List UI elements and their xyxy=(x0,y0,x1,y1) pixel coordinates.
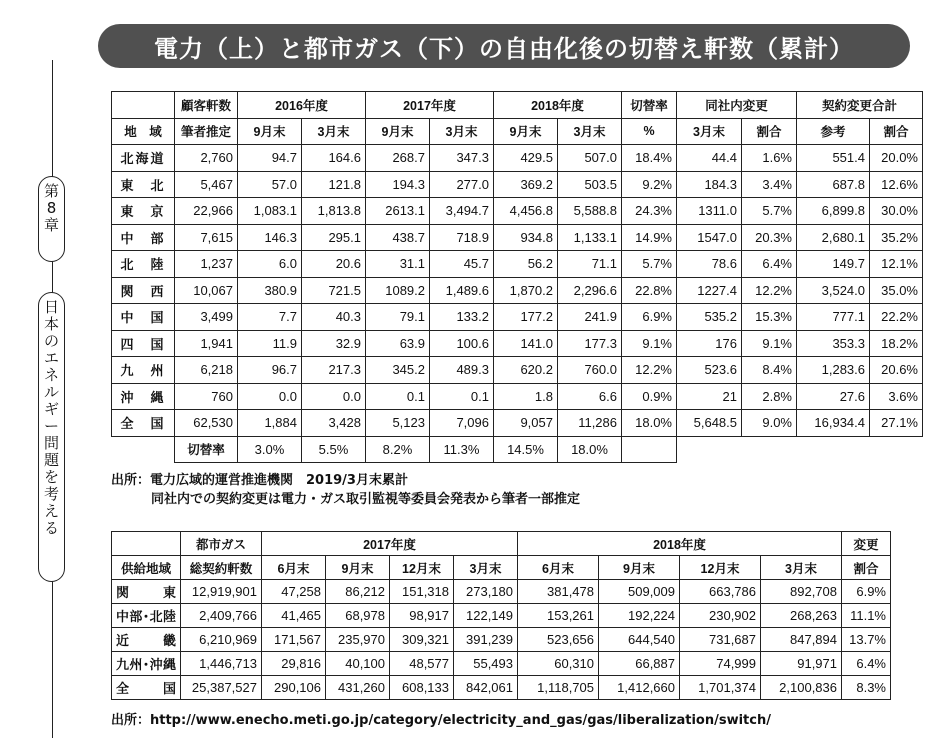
region-cell: 沖 縄 xyxy=(112,383,175,410)
header-2016: 2016年度 xyxy=(238,92,366,119)
switch-count-cell: 0.1 xyxy=(430,383,494,410)
header-pct: % xyxy=(622,118,677,145)
switch-count-cell: 507.0 xyxy=(558,145,622,172)
gas-row xyxy=(112,652,891,676)
region-cell: 北海道 xyxy=(112,145,175,172)
gas-switch-cell: 608,133 xyxy=(390,676,454,700)
gas-switch-cell: 86,212 xyxy=(326,580,390,604)
total-ref-cell: 2,680.1 xyxy=(797,224,870,251)
switch-count-cell: 6.0 xyxy=(238,251,302,278)
in-company-ratio-cell: 5.7% xyxy=(742,198,797,225)
total-ratio-cell: 27.1% xyxy=(870,410,923,437)
switch-count-cell: 345.2 xyxy=(366,357,430,384)
switch-count-cell: 268.7 xyxy=(366,145,430,172)
in-company-ratio-cell: 9.1% xyxy=(742,330,797,357)
switch-count-cell: 32.9 xyxy=(302,330,366,357)
total-ref-cell: 551.4 xyxy=(797,145,870,172)
switch-count-cell: 7,096 xyxy=(430,410,494,437)
gas-switch-cell: 55,493 xyxy=(454,652,518,676)
electricity-row xyxy=(112,357,923,384)
gas-row xyxy=(112,580,891,604)
gas-row xyxy=(112,676,891,700)
switch-count-cell: 177.2 xyxy=(494,304,558,331)
switch-count-cell: 164.6 xyxy=(302,145,366,172)
switch-rate-cell: 24.3% xyxy=(622,198,677,225)
switch-count-cell: 177.3 xyxy=(558,330,622,357)
switch-rate-cell: 0.9% xyxy=(622,383,677,410)
gas-region-cell: 中部･北陸 xyxy=(112,604,181,628)
gas-ratio-cell: 13.7% xyxy=(842,628,891,652)
header-customers: 顧客軒数 xyxy=(175,92,238,119)
chapter-char: 8 xyxy=(46,199,57,217)
chapter-tab xyxy=(38,176,65,262)
switch-count-cell: 121.8 xyxy=(302,171,366,198)
gas-header-2017-dec: 12月末 xyxy=(390,556,454,580)
electricity-table xyxy=(111,91,923,463)
switch-count-cell: 241.9 xyxy=(558,304,622,331)
region-cell: 東 北 xyxy=(112,171,175,198)
gas-switch-cell: 509,009 xyxy=(599,580,680,604)
header-total-ratio: 割合 xyxy=(870,118,923,145)
electricity-row xyxy=(112,383,923,410)
switch-count-cell: 40.3 xyxy=(302,304,366,331)
gas-header-row-1 xyxy=(112,532,891,556)
switch-row-empty xyxy=(622,436,677,463)
header-2016-mar: 3月末 xyxy=(302,118,366,145)
gas-total-cell: 25,387,527 xyxy=(181,676,262,700)
switch-rate-cell: 3.0% xyxy=(238,436,302,463)
series-char: え xyxy=(43,502,59,520)
gas-total-cell: 2,409,766 xyxy=(181,604,262,628)
header-empty xyxy=(112,92,175,119)
header-region: 地 域 xyxy=(112,118,175,145)
switch-count-cell: 79.1 xyxy=(366,304,430,331)
gas-switch-cell: 60,310 xyxy=(518,652,599,676)
region-cell: 九 州 xyxy=(112,357,175,384)
switch-rate-row xyxy=(112,436,923,463)
switch-count-cell: 9,057 xyxy=(494,410,558,437)
customers-cell: 1,237 xyxy=(175,251,238,278)
total-ratio-cell: 20.6% xyxy=(870,357,923,384)
customers-cell: 6,218 xyxy=(175,357,238,384)
gas-switch-cell: 91,971 xyxy=(761,652,842,676)
header-2017-mar: 3月末 xyxy=(430,118,494,145)
switch-count-cell: 146.3 xyxy=(238,224,302,251)
gas-table xyxy=(111,531,891,700)
gas-switch-cell: 98,917 xyxy=(390,604,454,628)
gas-header-city-gas: 都市ガス xyxy=(181,532,262,556)
header-in-company: 同社内変更 xyxy=(677,92,797,119)
in-company-ratio-cell: 6.4% xyxy=(742,251,797,278)
in-company-ratio-cell: 1.6% xyxy=(742,145,797,172)
switch-rate-cell: 18.0% xyxy=(622,410,677,437)
total-ratio-cell: 30.0% xyxy=(870,198,923,225)
gas-switch-cell: 192,224 xyxy=(599,604,680,628)
switch-count-cell: 721.5 xyxy=(302,277,366,304)
switch-count-cell: 0.0 xyxy=(302,383,366,410)
in-company-mar-cell: 78.6 xyxy=(677,251,742,278)
switch-count-cell: 5,123 xyxy=(366,410,430,437)
gas-header-2017-sep: 9月末 xyxy=(326,556,390,580)
header-2017: 2017年度 xyxy=(366,92,494,119)
gas-total-cell: 1,446,713 xyxy=(181,652,262,676)
gas-switch-cell: 381,478 xyxy=(518,580,599,604)
switch-count-cell: 4,456.8 xyxy=(494,198,558,225)
series-char: ル xyxy=(43,383,59,401)
header-estimate: 筆者推定 xyxy=(175,118,238,145)
gas-header-2017-jun: 6月末 xyxy=(262,556,326,580)
switch-rate-cell: 5.5% xyxy=(302,436,366,463)
region-cell: 四 国 xyxy=(112,330,175,357)
note-estimate: 同社内での契約変更は電力・ガス取引監視等委員会発表から筆者一部推定 xyxy=(151,492,581,507)
series-char: ー xyxy=(43,417,59,435)
gas-switch-cell: 309,321 xyxy=(390,628,454,652)
gas-switch-cell: 153,261 xyxy=(518,604,599,628)
gas-total-cell: 12,919,901 xyxy=(181,580,262,604)
electricity-row xyxy=(112,277,923,304)
switch-rate-cell: 12.2% xyxy=(622,357,677,384)
total-ratio-cell: 35.0% xyxy=(870,277,923,304)
gas-switch-cell: 391,239 xyxy=(454,628,518,652)
gas-header-2018: 2018年度 xyxy=(518,532,842,556)
gas-ratio-cell: 6.4% xyxy=(842,652,891,676)
series-char: ギ xyxy=(43,400,59,418)
series-char: 考 xyxy=(43,485,59,503)
total-ref-cell: 27.6 xyxy=(797,383,870,410)
gas-header-2017-mar: 3月末 xyxy=(454,556,518,580)
gas-total-cell: 6,210,969 xyxy=(181,628,262,652)
switch-count-cell: 0.1 xyxy=(366,383,430,410)
gas-region-cell: 九州･沖縄 xyxy=(112,652,181,676)
switch-count-cell: 96.7 xyxy=(238,357,302,384)
switch-count-cell: 1,083.1 xyxy=(238,198,302,225)
switch-count-cell: 1.8 xyxy=(494,383,558,410)
gas-switch-cell: 523,656 xyxy=(518,628,599,652)
switch-count-cell: 347.3 xyxy=(430,145,494,172)
total-ratio-cell: 22.2% xyxy=(870,304,923,331)
gas-region-cell: 近 畿 xyxy=(112,628,181,652)
electricity-row xyxy=(112,330,923,357)
total-ref-cell: 149.7 xyxy=(797,251,870,278)
series-title-tab xyxy=(38,292,65,582)
region-cell: 関 西 xyxy=(112,277,175,304)
switch-rate-cell: 11.3% xyxy=(430,436,494,463)
customers-cell: 22,966 xyxy=(175,198,238,225)
gas-header-2018-sep: 9月末 xyxy=(599,556,680,580)
switch-count-cell: 71.1 xyxy=(558,251,622,278)
gas-switch-cell: 1,412,660 xyxy=(599,676,680,700)
switch-count-cell: 194.3 xyxy=(366,171,430,198)
gas-switch-cell: 847,894 xyxy=(761,628,842,652)
switch-count-cell: 11.9 xyxy=(238,330,302,357)
gas-header-change: 変更 xyxy=(842,532,891,556)
customers-cell: 10,067 xyxy=(175,277,238,304)
switch-count-cell: 11,286 xyxy=(558,410,622,437)
customers-cell: 760 xyxy=(175,383,238,410)
gas-switch-cell: 268,263 xyxy=(761,604,842,628)
gas-header-empty xyxy=(112,532,181,556)
switch-count-cell: 133.2 xyxy=(430,304,494,331)
customers-cell: 62,530 xyxy=(175,410,238,437)
note-source: 出所：電力広域的運営推進機関 2019/3月末累計 xyxy=(111,473,408,488)
gas-ratio-cell: 6.9% xyxy=(842,580,891,604)
switch-rate-cell: 9.2% xyxy=(622,171,677,198)
header-2018: 2018年度 xyxy=(494,92,622,119)
total-ratio-cell: 3.6% xyxy=(870,383,923,410)
gas-header-2018-jun: 6月末 xyxy=(518,556,599,580)
customers-cell: 3,499 xyxy=(175,304,238,331)
switch-count-cell: 2,296.6 xyxy=(558,277,622,304)
gas-header-total: 総契約軒数 xyxy=(181,556,262,580)
gas-switch-cell: 230,902 xyxy=(680,604,761,628)
total-ref-cell: 3,524.0 xyxy=(797,277,870,304)
title-banner xyxy=(98,24,910,68)
switch-rate-cell: 14.5% xyxy=(494,436,558,463)
total-ratio-cell: 20.0% xyxy=(870,145,923,172)
switch-rate-cell: 6.9% xyxy=(622,304,677,331)
header-total-change: 契約変更合計 xyxy=(797,92,923,119)
region-cell: 中 部 xyxy=(112,224,175,251)
series-char: エ xyxy=(43,349,59,367)
gas-switch-cell: 290,106 xyxy=(262,676,326,700)
region-cell: 東 京 xyxy=(112,198,175,225)
gas-switch-cell: 48,577 xyxy=(390,652,454,676)
gas-header-2018-dec: 12月末 xyxy=(680,556,761,580)
header-2018-sep: 9月末 xyxy=(494,118,558,145)
gas-switch-cell: 68,978 xyxy=(326,604,390,628)
switch-count-cell: 620.2 xyxy=(494,357,558,384)
series-char: を xyxy=(43,468,59,486)
switch-row-blank xyxy=(112,436,175,463)
header-ref: 参考 xyxy=(797,118,870,145)
switch-count-cell: 7.7 xyxy=(238,304,302,331)
notes xyxy=(111,471,580,509)
gas-switch-cell: 2,100,836 xyxy=(761,676,842,700)
gas-header-ratio: 割合 xyxy=(842,556,891,580)
total-ref-cell: 1,283.6 xyxy=(797,357,870,384)
region-cell: 中 国 xyxy=(112,304,175,331)
switch-rate-cell: 18.4% xyxy=(622,145,677,172)
gas-header-2018-mar: 3月末 xyxy=(761,556,842,580)
gas-switch-cell: 235,970 xyxy=(326,628,390,652)
gas-switch-cell: 171,567 xyxy=(262,628,326,652)
gas-header-row-2 xyxy=(112,556,891,580)
gas-ratio-cell: 11.1% xyxy=(842,604,891,628)
total-ratio-cell: 35.2% xyxy=(870,224,923,251)
in-company-mar-cell: 535.2 xyxy=(677,304,742,331)
in-company-ratio-cell: 9.0% xyxy=(742,410,797,437)
source-url: 出所：http://www.enecho.meti.go.jp/category/electricity_and_gas/gas/liberalization/switch/ xyxy=(111,713,771,728)
gas-switch-cell: 273,180 xyxy=(454,580,518,604)
switch-count-cell: 1,489.6 xyxy=(430,277,494,304)
series-char: 日 xyxy=(43,298,59,316)
series-char: 問 xyxy=(43,434,59,452)
total-ratio-cell: 12.6% xyxy=(870,171,923,198)
gas-header-region: 供給地域 xyxy=(112,556,181,580)
header-in-mar: 3月末 xyxy=(677,118,742,145)
electricity-row xyxy=(112,304,923,331)
in-company-mar-cell: 523.6 xyxy=(677,357,742,384)
total-ref-cell: 777.1 xyxy=(797,304,870,331)
in-company-mar-cell: 21 xyxy=(677,383,742,410)
gas-switch-cell: 731,687 xyxy=(680,628,761,652)
in-company-mar-cell: 5,648.5 xyxy=(677,410,742,437)
in-company-mar-cell: 1227.4 xyxy=(677,277,742,304)
electricity-header-row-1 xyxy=(112,92,923,119)
gas-switch-cell: 47,258 xyxy=(262,580,326,604)
switch-count-cell: 503.5 xyxy=(558,171,622,198)
switch-count-cell: 380.9 xyxy=(238,277,302,304)
switch-count-cell: 20.6 xyxy=(302,251,366,278)
switch-count-cell: 760.0 xyxy=(558,357,622,384)
region-cell: 北 陸 xyxy=(112,251,175,278)
gas-switch-cell: 41,465 xyxy=(262,604,326,628)
switch-rate-cell: 9.1% xyxy=(622,330,677,357)
chapter-char: 章 xyxy=(43,216,59,234)
switch-count-cell: 718.9 xyxy=(430,224,494,251)
region-cell: 全 国 xyxy=(112,410,175,437)
total-ratio-cell: 18.2% xyxy=(870,330,923,357)
switch-count-cell: 2613.1 xyxy=(366,198,430,225)
in-company-mar-cell: 184.3 xyxy=(677,171,742,198)
electricity-row xyxy=(112,251,923,278)
total-ratio-cell: 12.1% xyxy=(870,251,923,278)
switch-rate-cell: 14.9% xyxy=(622,224,677,251)
switch-count-cell: 141.0 xyxy=(494,330,558,357)
chapter-char: 第 xyxy=(43,182,59,200)
switch-count-cell: 934.8 xyxy=(494,224,558,251)
switch-count-cell: 1,884 xyxy=(238,410,302,437)
switch-rate-cell: 8.2% xyxy=(366,436,430,463)
header-switch-rate: 切替率 xyxy=(622,92,677,119)
gas-switch-cell: 40,100 xyxy=(326,652,390,676)
switch-count-cell: 1,870.2 xyxy=(494,277,558,304)
in-company-mar-cell: 44.4 xyxy=(677,145,742,172)
series-char: の xyxy=(43,332,59,350)
switch-count-cell: 63.9 xyxy=(366,330,430,357)
total-ref-cell: 353.3 xyxy=(797,330,870,357)
in-company-ratio-cell: 8.4% xyxy=(742,357,797,384)
gas-switch-cell: 29,816 xyxy=(262,652,326,676)
switch-count-cell: 277.0 xyxy=(430,171,494,198)
switch-count-cell: 1,813.8 xyxy=(302,198,366,225)
switch-count-cell: 3,428 xyxy=(302,410,366,437)
customers-cell: 2,760 xyxy=(175,145,238,172)
gas-row xyxy=(112,604,891,628)
series-char: ネ xyxy=(43,366,59,384)
electricity-row xyxy=(112,198,923,225)
series-char: 題 xyxy=(43,451,59,469)
customers-cell: 5,467 xyxy=(175,171,238,198)
switch-count-cell: 1089.2 xyxy=(366,277,430,304)
switch-count-cell: 94.7 xyxy=(238,145,302,172)
switch-count-cell: 6.6 xyxy=(558,383,622,410)
switch-count-cell: 56.2 xyxy=(494,251,558,278)
switch-count-cell: 489.3 xyxy=(430,357,494,384)
gas-switch-cell: 66,887 xyxy=(599,652,680,676)
gas-region-cell: 全 国 xyxy=(112,676,181,700)
in-company-ratio-cell: 2.8% xyxy=(742,383,797,410)
header-in-ratio: 割合 xyxy=(742,118,797,145)
header-2017-sep: 9月末 xyxy=(366,118,430,145)
header-2016-sep: 9月末 xyxy=(238,118,302,145)
header-2018-mar: 3月末 xyxy=(558,118,622,145)
switch-count-cell: 5,588.8 xyxy=(558,198,622,225)
electricity-header-row-2 xyxy=(112,118,923,145)
total-ref-cell: 6,899.8 xyxy=(797,198,870,225)
electricity-row xyxy=(112,410,923,437)
gas-switch-cell: 663,786 xyxy=(680,580,761,604)
switch-count-cell: 45.7 xyxy=(430,251,494,278)
switch-row-label: 切替率 xyxy=(175,436,238,463)
gas-switch-cell: 74,999 xyxy=(680,652,761,676)
electricity-row xyxy=(112,224,923,251)
in-company-mar-cell: 176 xyxy=(677,330,742,357)
in-company-mar-cell: 1311.0 xyxy=(677,198,742,225)
gas-header-2017: 2017年度 xyxy=(262,532,518,556)
switch-count-cell: 0.0 xyxy=(238,383,302,410)
switch-count-cell: 57.0 xyxy=(238,171,302,198)
gas-switch-cell: 842,061 xyxy=(454,676,518,700)
switch-count-cell: 1,133.1 xyxy=(558,224,622,251)
series-char: 本 xyxy=(43,315,59,333)
switch-count-cell: 3,494.7 xyxy=(430,198,494,225)
gas-switch-cell: 644,540 xyxy=(599,628,680,652)
switch-count-cell: 31.1 xyxy=(366,251,430,278)
customers-cell: 1,941 xyxy=(175,330,238,357)
in-company-ratio-cell: 15.3% xyxy=(742,304,797,331)
total-ref-cell: 16,934.4 xyxy=(797,410,870,437)
gas-row xyxy=(112,628,891,652)
switch-rate-cell: 22.8% xyxy=(622,277,677,304)
series-char: る xyxy=(43,519,59,537)
gas-ratio-cell: 8.3% xyxy=(842,676,891,700)
gas-region-cell: 関 東 xyxy=(112,580,181,604)
in-company-ratio-cell: 20.3% xyxy=(742,224,797,251)
customers-cell: 7,615 xyxy=(175,224,238,251)
switch-count-cell: 295.1 xyxy=(302,224,366,251)
switch-rate-cell: 18.0% xyxy=(558,436,622,463)
electricity-row xyxy=(112,171,923,198)
switch-count-cell: 438.7 xyxy=(366,224,430,251)
switch-count-cell: 217.3 xyxy=(302,357,366,384)
in-company-ratio-cell: 12.2% xyxy=(742,277,797,304)
in-company-ratio-cell: 3.4% xyxy=(742,171,797,198)
in-company-mar-cell: 1547.0 xyxy=(677,224,742,251)
gas-switch-cell: 151,318 xyxy=(390,580,454,604)
total-ref-cell: 687.8 xyxy=(797,171,870,198)
switch-count-cell: 369.2 xyxy=(494,171,558,198)
switch-count-cell: 429.5 xyxy=(494,145,558,172)
switch-rate-cell: 5.7% xyxy=(622,251,677,278)
electricity-row xyxy=(112,145,923,172)
page-title: 電力（上）と都市ガス（下）の自由化後の切替え軒数（累計） xyxy=(154,34,854,63)
switch-count-cell: 100.6 xyxy=(430,330,494,357)
gas-switch-cell: 122,149 xyxy=(454,604,518,628)
gas-switch-cell: 1,118,705 xyxy=(518,676,599,700)
gas-switch-cell: 431,260 xyxy=(326,676,390,700)
gas-switch-cell: 892,708 xyxy=(761,580,842,604)
gas-switch-cell: 1,701,374 xyxy=(680,676,761,700)
